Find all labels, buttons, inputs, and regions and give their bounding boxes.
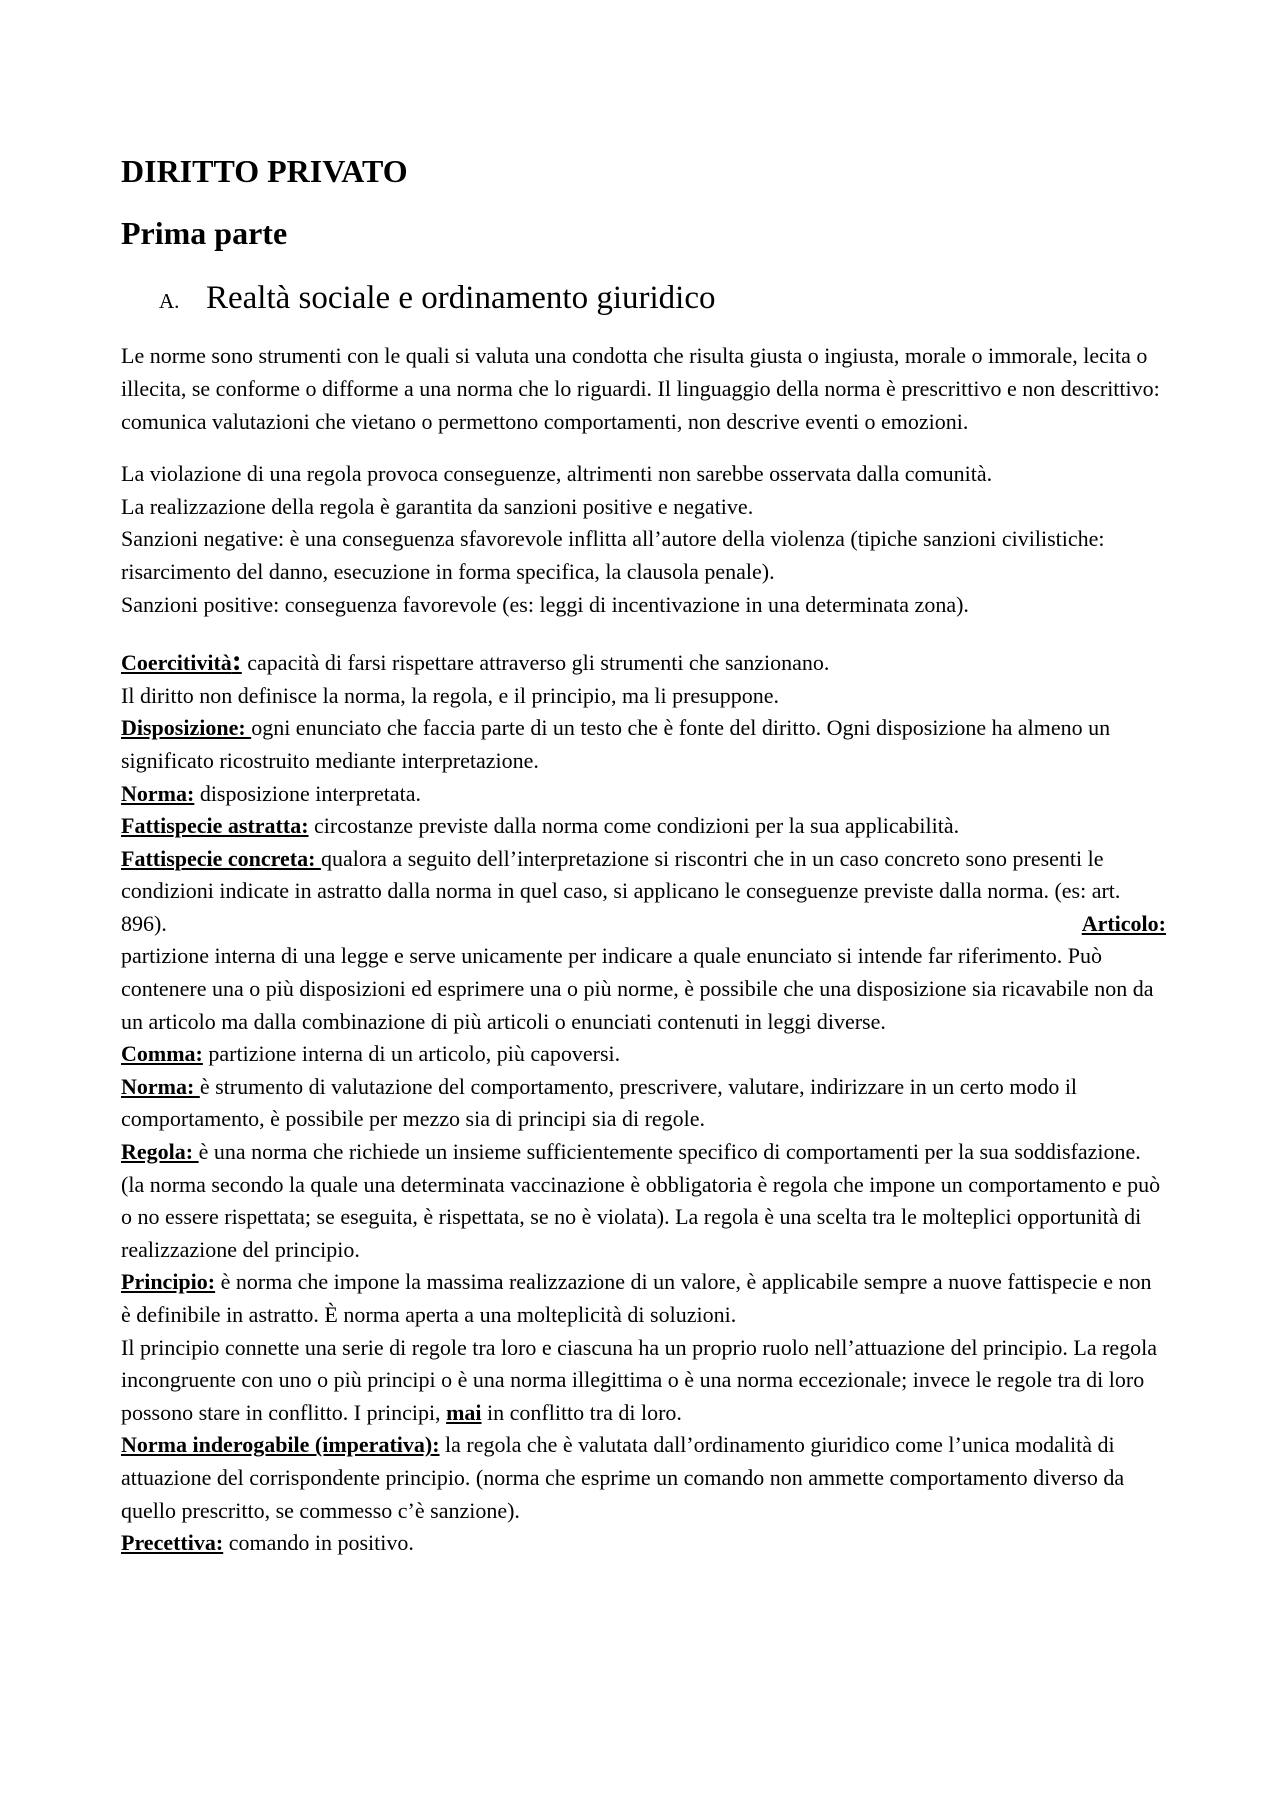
emphasis-mai: mai <box>446 1399 482 1425</box>
document-title: DIRITTO PRIVATO <box>121 153 408 189</box>
definition-fattispecie-astratta <box>121 810 1166 843</box>
term-fattispecie-concreta: Fattispecie concreta: <box>121 845 321 871</box>
definitions-block <box>121 644 1166 1560</box>
term-comma: Comma: <box>121 1041 203 1067</box>
term-disposizione: Disposizione: <box>121 715 252 741</box>
principio-continuation: Il principio connette una serie di regole tra loro e ciascuna ha un proprio ruolo nell’attuazione del principio. La regola incongruente con uno o più principi o è una norma illegittima o è una norma eccezionale; invece le regole tra di loro possono stare in conflitto. I principi, mai in conflitto tra di loro. <box>121 1334 1158 1425</box>
definition-articolo: partizione interna di una legge e serve unicamente per indicare a quale enunciato si intende far riferimento. Può contenere una o più disposizioni ed esprimere una o più norme, è possibile che una disposizione sia ricavabile non da un articolo ma dalla combinazione di più articoli o enunciati contenuti in leggi diverse. <box>121 943 1154 1034</box>
part-title: Prima parte <box>121 215 288 252</box>
definition-text: è una norma che richiede un insieme sufficientemente specifico di comportamenti per la sua soddisfazione. (la norma secondo la quale una determinata vaccinazione è obbligatoria è regola che impone un comportamento e può o no essere rispettata; se eseguita, è rispettata, se no è violata). La regola è una scelta tra le molteplici opportunità di realizzazione del principio. <box>121 1139 1161 1262</box>
definition-fattispecie-concreta <box>121 843 1166 941</box>
term-norma: Norma: <box>121 1073 200 1099</box>
term-precettiva: Precettiva: <box>121 1530 224 1556</box>
definition-text: disposizione interpretata. <box>194 780 421 806</box>
term-principio: Principio: <box>121 1269 216 1295</box>
definition-text: comando in positivo. <box>223 1530 414 1556</box>
definition-text: partizione interna di un articolo, più capoversi. <box>202 1041 621 1067</box>
definition-principio <box>121 1266 1166 1331</box>
definition-norma-strumento <box>121 1071 1166 1136</box>
term-norma-inderogabile: Norma inderogabile (imperativa): <box>121 1432 440 1458</box>
term-articolo: Articolo: <box>1081 910 1166 936</box>
statement-presuppone: Il diritto non definisce la norma, la regola, e il principio, ma li presuppone. <box>121 682 779 708</box>
definition-precettiva <box>121 1527 1166 1560</box>
intro-paragraph-1 <box>121 340 1166 438</box>
term-coercitivita: Coercitività: <box>121 644 242 678</box>
definition-text: è strumento di valutazione del comportamento, prescrivere, valutare, indirizzare in un certo modo il comportamento, è possibile per mezzo sia di principi sia di regole. <box>121 1073 1078 1132</box>
definition-text: capacità di farsi rispettare attraverso gli strumenti che sanzionano. <box>241 650 830 676</box>
intro-line-realizzazione: La realizzazione della regola è garantita da sanzioni positive e negative. <box>121 493 754 519</box>
intro-line-violazione: La violazione di una regola provoca conseguenze, altrimenti non sarebbe osservata dalla comunità. <box>121 461 993 487</box>
definition-norma-interpretata <box>121 778 1166 811</box>
definition-comma <box>121 1038 1166 1071</box>
definition-text: qualora a seguito dell’interpretazione si riscontri che in un caso concreto sono presenti le condizioni indicate in astratto dalla norma in quel caso, si applicano le conseguenze previste dalla norma. (es: art. 896). <box>121 845 1121 936</box>
intro-line-sanzioni-positive: Sanzioni positive: conseguenza favorevole (es: leggi di incentivazione in una determinata zona). <box>121 591 969 617</box>
definition-disposizione <box>121 712 1166 777</box>
intro-paragraph-2 <box>121 458 1166 621</box>
definition-text: ogni enunciato che faccia parte di un testo che è fonte del diritto. Ogni disposizione ha almeno un significato ricostruito mediante interpretazione. <box>121 715 1111 773</box>
term-norma: Norma: <box>121 780 195 806</box>
intro-text-1: Le norme sono strumenti con le quali si valuta una condotta che risulta giusta o ingiusta, morale o immorale, lecita o illecita, se conforme o difforme a una norma che lo riguardi. Il linguaggio della norma è prescrittivo e non descrittivo: comunica valutazioni che vietano o permettono comportamenti, non descrive eventi o emozioni. <box>121 343 1160 434</box>
term-fattispecie-astratta: Fattispecie astratta: <box>121 813 309 839</box>
section-heading <box>121 279 1166 319</box>
definition-text: la regola che è valutata dall’ordinamento giuridico come l’unica modalità di attuazione del corrispondente principio. (norma che esprime un comando non ammette comportamento diverso da quello prescritto, se commesso c’è sanzione). <box>121 1432 1125 1523</box>
definition-regola <box>121 1136 1166 1266</box>
definition-coercitivita <box>121 644 1166 680</box>
section-heading-text: Realtà sociale e ordinamento giuridico <box>206 279 716 316</box>
intro-line-sanzioni-negative: Sanzioni negative: è una conseguenza sfavorevole inflitta all’autore della violenza (tipiche sanzioni civilistiche: risarcimento del danno, esecuzione in forma specifica, la clausola penale). <box>121 526 1105 584</box>
document-page <box>121 140 1166 1560</box>
term-regola: Regola: <box>121 1139 199 1165</box>
definition-text: circostanze previste dalla norma come condizioni per la sua applicabilità. <box>308 813 960 839</box>
definition-text: è norma che impone la massima realizzazione di un valore, è applicabile sempre a nuove fattispecie e non è definibile in astratto. È norma aperta a una molteplicità di soluzioni. <box>121 1269 1152 1327</box>
section-letter: A. <box>159 288 180 313</box>
definition-norma-inderogabile <box>121 1429 1166 1527</box>
